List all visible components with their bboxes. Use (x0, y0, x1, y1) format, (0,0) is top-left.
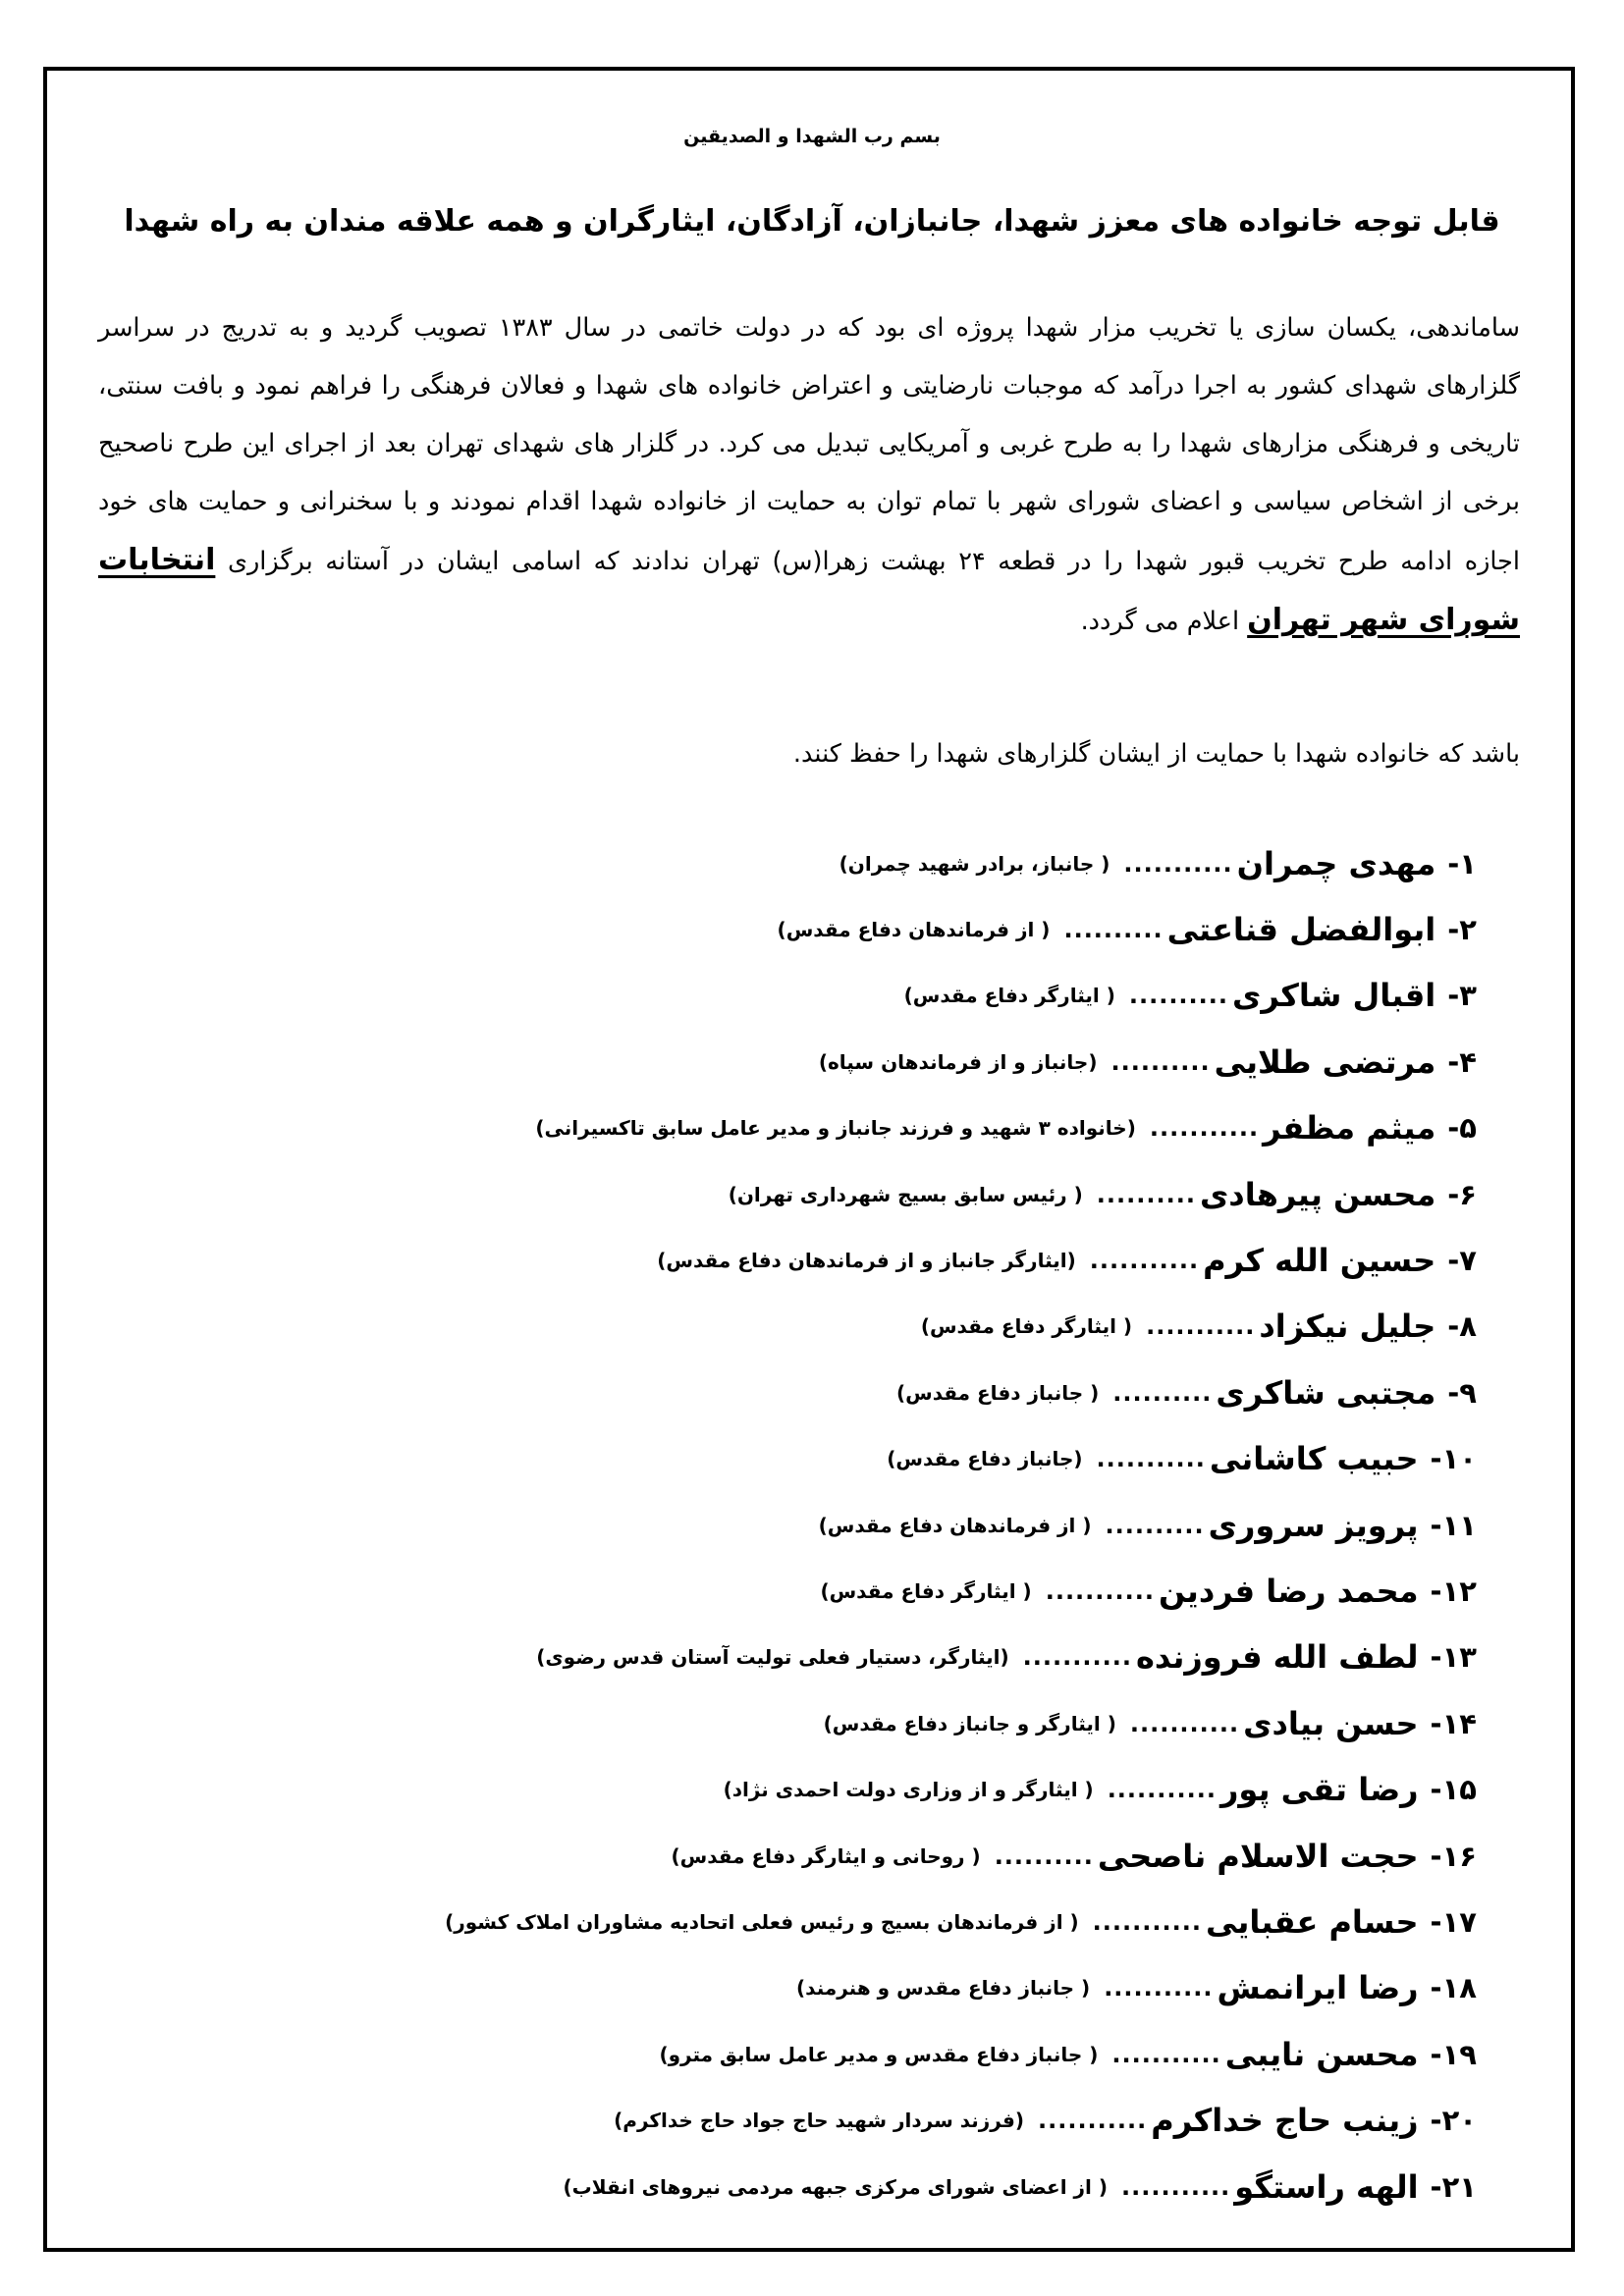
candidate-description: ( جانباز، برادر شهید چمران) (839, 851, 1110, 876)
candidate-number: ۱۴- (1430, 1706, 1477, 1740)
candidate-item (298, 896, 1477, 962)
candidate-number: ۱۹- (1430, 2037, 1477, 2071)
candidate-description: (ایثارگر جانباز و از فرماندهان دفاع مقدس) (657, 1249, 1076, 1273)
candidate-dots: .......... (1128, 982, 1229, 1010)
candidate-dots: ........... (1121, 2172, 1231, 2201)
candidate-name: مرتضی طلایی (1214, 1042, 1436, 1081)
candidate-dots: ........... (1146, 1312, 1256, 1341)
candidate-number: ۷- (1447, 1244, 1477, 1278)
candidate-number: ۶- (1447, 1177, 1477, 1211)
candidate-description: (جانباز و از فرماندهان سپاه) (818, 1049, 1098, 1074)
candidate-description: (جانباز دفاع مقدس) (887, 1447, 1083, 1471)
candidate-list (298, 830, 1477, 2219)
candidate-name: ابوالفضل قناعتی (1166, 911, 1436, 949)
candidate-number: ۱۵- (1430, 1773, 1477, 1807)
candidate-name: میثم مظفر (1263, 1109, 1436, 1148)
candidate-name: محمد رضا فردین (1159, 1572, 1419, 1610)
candidate-number: ۵- (1447, 1111, 1477, 1146)
candidate-dots: ........... (1092, 1907, 1202, 1936)
candidate-name: مجتبی شاکری (1216, 1373, 1436, 1412)
candidate-item (298, 1227, 1477, 1293)
candidate-dots: .......... (1105, 1511, 1205, 1539)
candidate-dots: ........... (1096, 1445, 1206, 1473)
candidate-item (298, 1889, 1477, 1954)
candidate-dots: ........... (1123, 849, 1233, 878)
candidate-number: ۱- (1447, 846, 1477, 881)
candidate-description: ( از فرماندهان دفاع مقدس) (777, 918, 1051, 942)
candidate-name: محسن نایبی (1224, 2035, 1419, 2073)
candidate-dots: .......... (1063, 916, 1164, 944)
candidate-description: ( ایثارگر دفاع مقدس) (903, 984, 1115, 1008)
bismillah-heading: بسم رب الشهدا و الصدیقین (683, 126, 941, 147)
candidate-dots: ........... (1045, 1576, 1155, 1605)
candidate-item (298, 1955, 1477, 2021)
page-title: قابل توجه خانواده های معزز شهدا، جانبازان، آزادگان، ایثارگران و همه علاقه مندان به راه شهدا (124, 204, 1500, 239)
candidate-dots: .......... (1110, 1047, 1211, 1076)
candidate-item (298, 1294, 1477, 1360)
candidate-description: (خانواده ۳ شهید و فرزند جانباز و مدیر عامل سابق تاکسیرانی) (535, 1116, 1136, 1141)
candidate-number: ۳- (1447, 979, 1477, 1013)
candidate-item (298, 1492, 1477, 1558)
candidate-item (298, 1095, 1477, 1161)
candidate-number: ۱۰- (1430, 1442, 1477, 1476)
intro-text-end: اعلام می گردد. (1080, 607, 1240, 636)
candidate-item (298, 1558, 1477, 1624)
candidate-description: ( جانباز دفاع مقدس) (895, 1380, 1100, 1405)
candidate-name: جلیل نیکزاد (1259, 1308, 1436, 1346)
candidate-description: ( روحانی و ایثارگر دفاع مقدس) (671, 1843, 981, 1868)
candidate-dots: ........... (1129, 1709, 1240, 1737)
candidate-description: (ایثارگر، دستیار فعلی تولیت آستان قدس رضوی) (536, 1645, 1009, 1670)
candidate-number: ۸- (1447, 1309, 1477, 1344)
candidate-item (298, 1690, 1477, 1756)
candidate-description: ( ایثارگر دفاع مقدس) (820, 1578, 1032, 1603)
candidate-item (298, 1823, 1477, 1889)
candidate-description: ( جانباز دفاع مقدس و هنرمند) (796, 1976, 1091, 2001)
candidate-item (298, 2154, 1477, 2219)
candidate-description: ( ایثارگر دفاع مقدس) (920, 1314, 1133, 1339)
candidate-number: ۴- (1447, 1044, 1477, 1079)
candidate-name: حسام عقبایی (1205, 1902, 1419, 1941)
candidate-item (298, 2087, 1477, 2153)
candidate-dots: ........... (1111, 2040, 1221, 2068)
candidate-dots: ........... (1107, 1776, 1217, 1804)
candidate-number: ۲۰- (1430, 2104, 1477, 2138)
candidate-description: ( از فرماندهان بسیج و رئیس فعلی اتحادیه مشاوران املاک کشور) (445, 1909, 1079, 1934)
candidate-name: زینب حاج خداکرم (1151, 2102, 1419, 2140)
candidate-item (298, 1426, 1477, 1492)
candidate-name: رضا تقی پور (1219, 1771, 1419, 1809)
candidate-name: اقبال شاکری (1232, 977, 1436, 1015)
candidate-number: ۲۱- (1430, 2169, 1477, 2204)
candidate-name: حجت الاسلام ناصحی (1097, 1837, 1419, 1875)
candidate-name: محسن پیرهادی (1199, 1175, 1436, 1213)
candidate-description: ( از فرماندهان دفاع مقدس) (818, 1513, 1092, 1537)
candidate-name: حبیب کاشانی (1209, 1440, 1419, 1478)
candidate-item (298, 2021, 1477, 2087)
candidate-item (298, 1029, 1477, 1095)
candidate-item (298, 1756, 1477, 1822)
candidate-dots: ........... (1104, 1974, 1214, 2002)
intro-paragraph (98, 299, 1520, 651)
candidate-number: ۱۸- (1430, 1971, 1477, 2005)
candidate-item (298, 963, 1477, 1029)
candidate-dots: ........... (1149, 1114, 1260, 1143)
candidate-description: ( ایثارگر و از وزاری دولت احمدی نژاد) (723, 1778, 1094, 1802)
candidate-name: حسن بیادی (1243, 1704, 1419, 1742)
candidate-number: ۹- (1447, 1375, 1477, 1410)
candidate-description: ( ایثارگر و جانباز دفاع مقدس) (823, 1711, 1116, 1735)
candidate-number: ۱۶- (1430, 1839, 1477, 1873)
candidate-item (298, 1360, 1477, 1425)
intro-text: ساماندهی، یکسان سازی یا تخریب مزار شهدا پروژه ای بود که در دولت خاتمی در سال ۱۳۸۳ تصویب گردید و به تدریج در سراسر گلزارهای شهدای کشور به اجرا درآمد که موجبات نارضایتی و اعتراض خانواده های شهدا و فعالان فرهنگی را فراهم نمود و بافت سنتی، تاریخی و فرهنگی مزارهای شهدا را به طرح غربی و آمریکایی تبدیل می کرد. در گلزار های شهدای تهران بعد از اجرای این طرح ناصحیح برخی از اشخاص سیاسی و اعضای شورای شهر با تمام توان به حمایت از خانواده شهدا اقدام نمودند و با سخنرانی و حمایت های خود اجازه ادامه طرح تخریب قبور شهدا را در قطعه ۲۴ بهشت زهرا(س) تهران ندادند که اسامی ایشان در آستانه برگزاری (98, 313, 1521, 576)
candidate-name: لطف الله فروزنده (1135, 1638, 1419, 1677)
candidate-number: ۱۳- (1430, 1640, 1477, 1675)
closing-sentence: باشد که خانواده شهدا با حمایت از ایشان گلزارهای شهدا را حفظ کنند. (792, 739, 1520, 769)
candidate-name: الهه راستگو (1234, 2167, 1419, 2206)
candidate-number: ۱۱- (1430, 1508, 1477, 1542)
candidate-name: رضا ایرانمش (1217, 1969, 1419, 2007)
election-highlight: انتخابات شورای شهر تهران (98, 543, 1520, 637)
candidate-dots: ........... (1022, 1643, 1132, 1672)
candidate-item (298, 830, 1477, 896)
candidate-number: ۱۲- (1430, 1574, 1477, 1608)
candidate-item (298, 1161, 1477, 1227)
candidate-dots: ........... (1089, 1247, 1200, 1275)
candidate-item (298, 1625, 1477, 1690)
candidate-description: ( از اعضای شورای مرکزی جبهه مردمی نیروهای انقلاب) (563, 2174, 1108, 2199)
candidate-description: ( جانباز دفاع مقدس و مدیر عامل سابق مترو) (659, 2042, 1099, 2066)
candidate-name: مهدی چمران (1236, 844, 1436, 882)
candidate-dots: ........... (1037, 2107, 1148, 2135)
candidate-dots: .......... (1096, 1180, 1196, 1208)
candidate-number: ۲- (1447, 913, 1477, 947)
candidate-name: حسین الله کرم (1203, 1242, 1436, 1280)
candidate-dots: .......... (1112, 1378, 1213, 1407)
candidate-dots: .......... (994, 1842, 1094, 1870)
candidate-name: پرویز سروری (1208, 1506, 1419, 1544)
candidate-description: (فرزند سردار شهید حاج جواد حاج خداکرم) (614, 2109, 1024, 2133)
candidate-description: ( رئیس سابق بسیج شهرداری تهران) (728, 1182, 1083, 1206)
candidate-number: ۱۷- (1430, 1904, 1477, 1939)
